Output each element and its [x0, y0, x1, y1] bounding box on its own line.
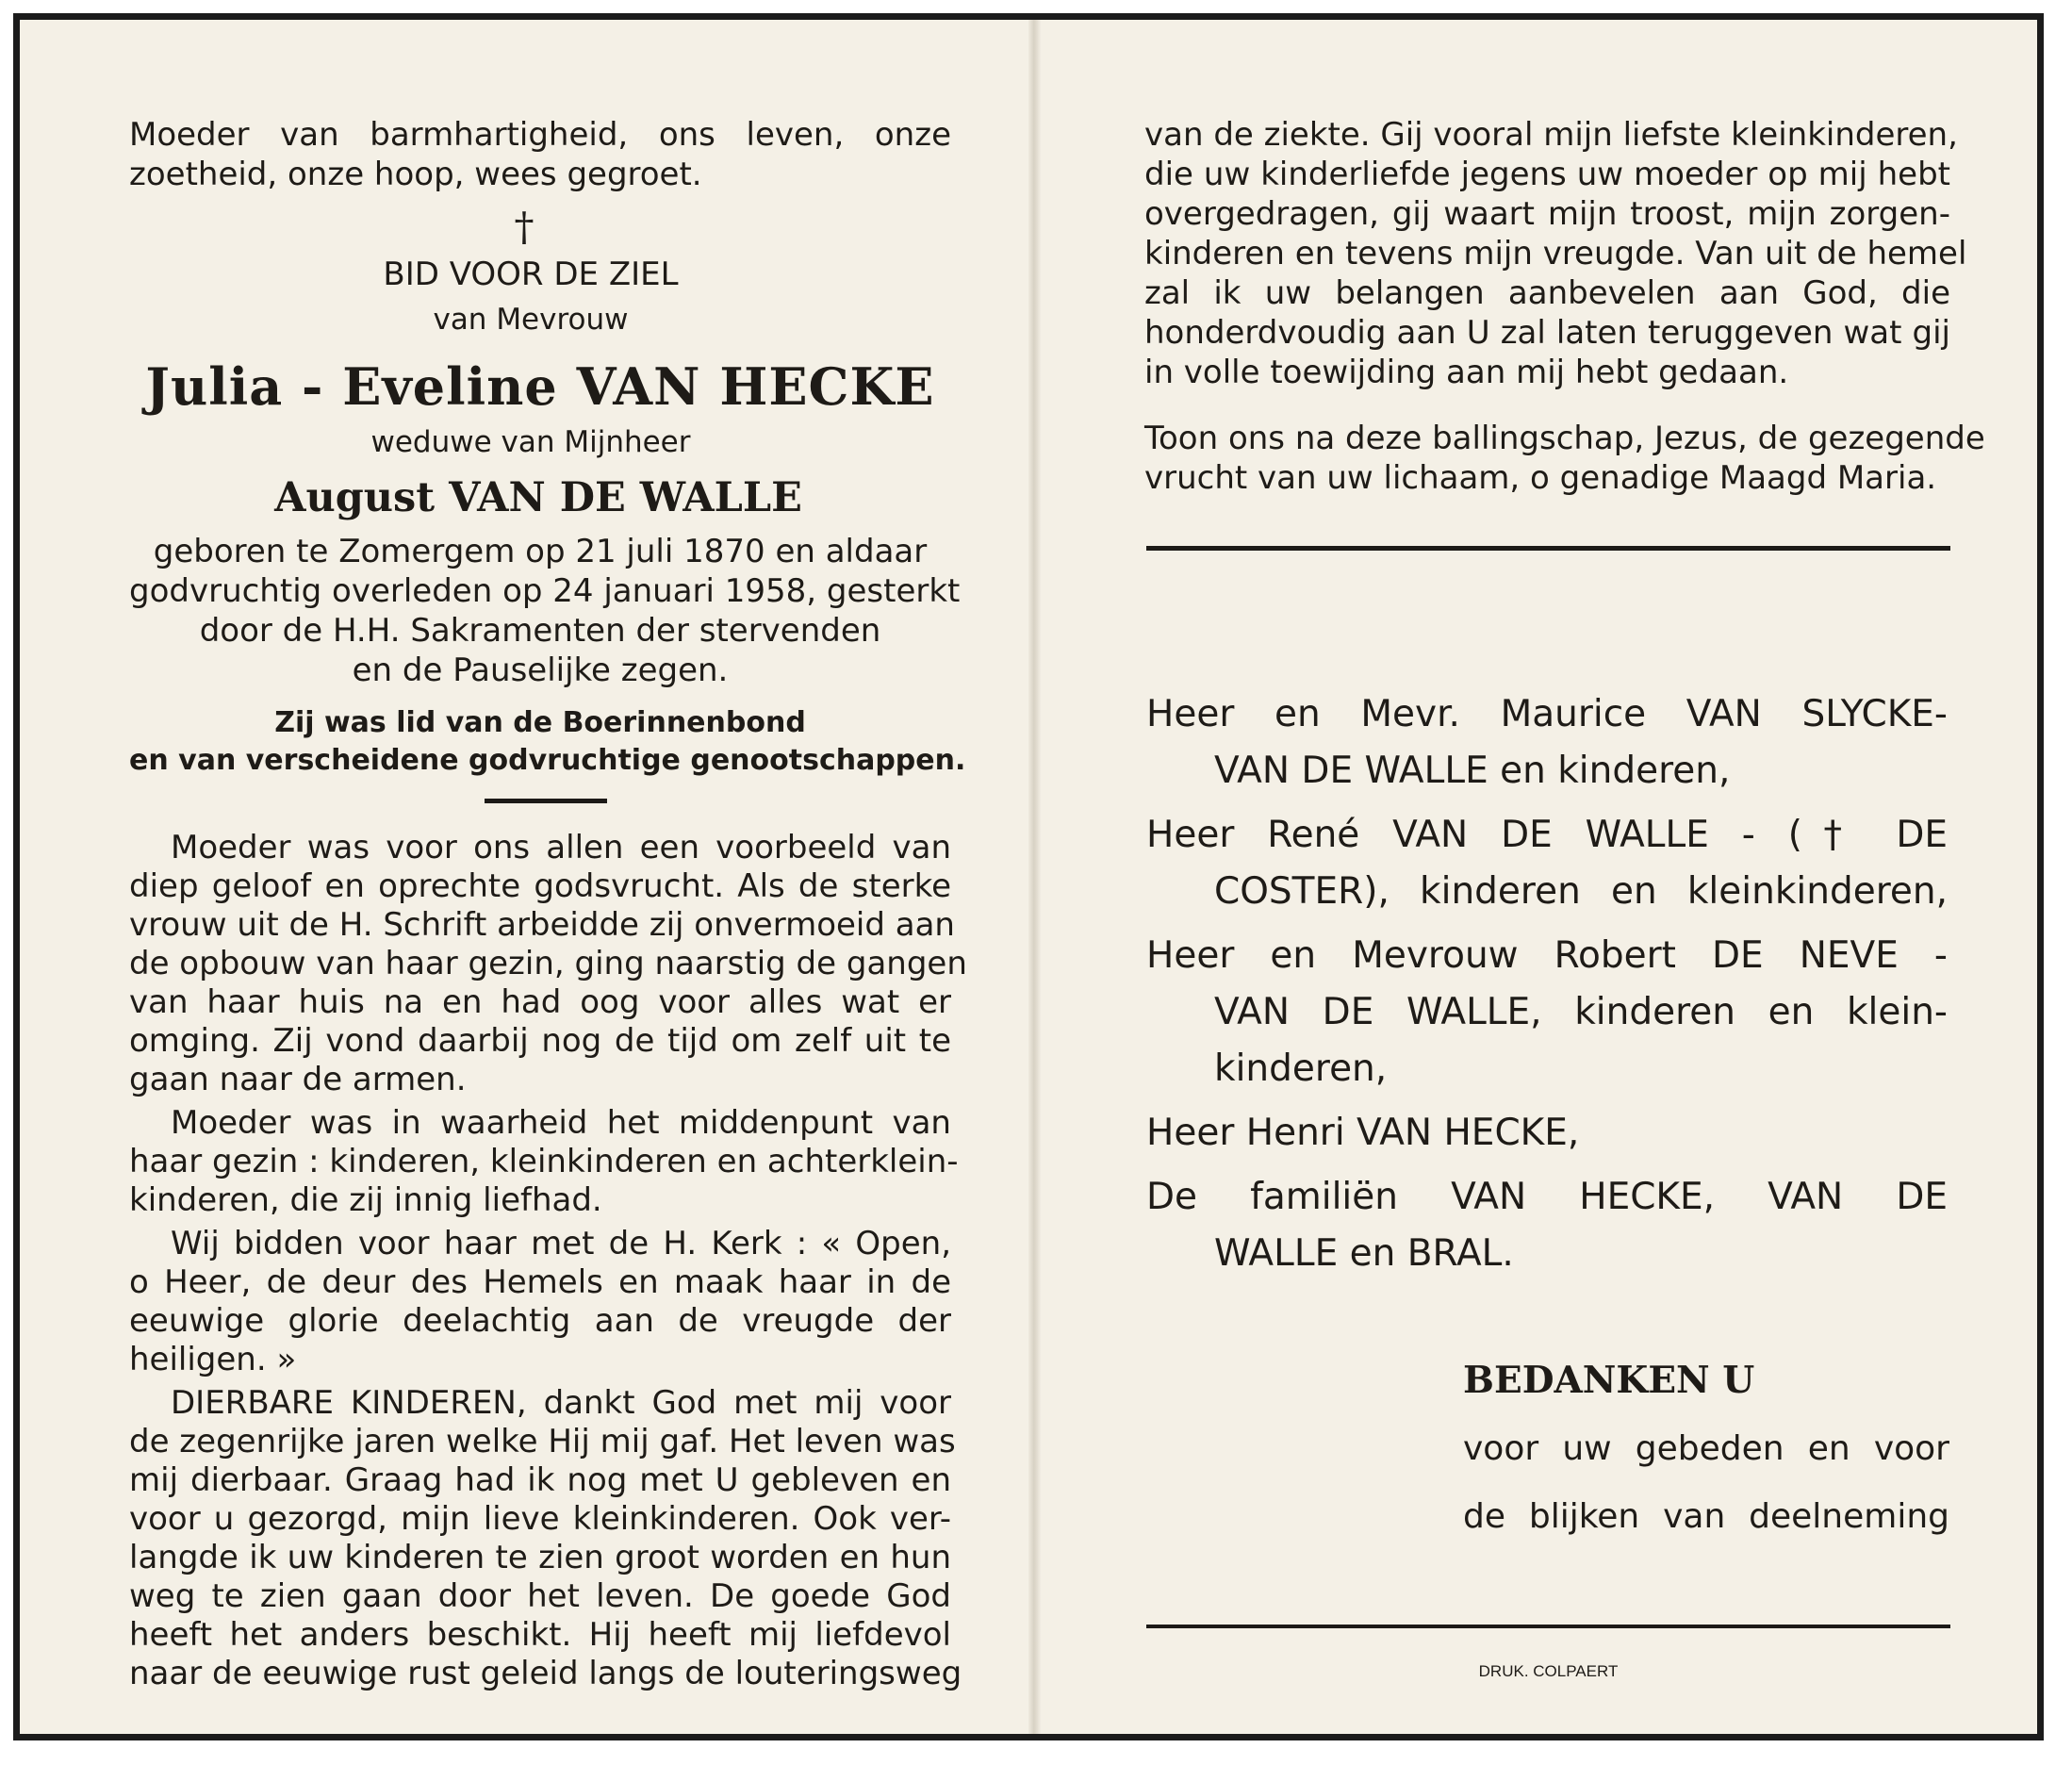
bottom-rule — [1146, 1625, 1950, 1628]
continuation-line: van de ziekte. Gij vooral mijn liefste kleinkinderen, — [1144, 116, 1958, 154]
body-line: Moeder was in waarheid het middenpunt van — [171, 1104, 951, 1142]
body-line: langde ik uw kinderen te zien groot worden en hun — [129, 1539, 951, 1576]
family-line: Heer en Mevr. Maurice VAN SLYCKE- — [1146, 693, 1948, 735]
continuation-line: die uw kinderliefde jegens uw moeder op mij hebt — [1144, 156, 1950, 193]
closing-prayer-line: vrucht van uw lichaam, o genadige Maagd Maria. — [1144, 459, 1937, 497]
family-line: COSTER), kinderen en kleinkinderen, — [1214, 870, 1948, 913]
short-divider — [485, 799, 607, 803]
body-line: de opbouw van haar gezin, ging naarstig de gangen — [129, 945, 967, 982]
body-line: mij dierbaar. Graag had ik nog met U gebleven en — [129, 1461, 951, 1499]
continuation-line: honderdvoudig aan U zal laten teruggeven wat gij — [1144, 314, 1950, 352]
family-line: VAN DE WALLE, kinderen en klein- — [1214, 991, 1948, 1033]
prayer-header: BID VOOR DE ZIEL — [383, 256, 679, 293]
left-panel — [20, 20, 1028, 1734]
printer-credit: DRUK. COLPAERT — [1478, 1662, 1619, 1680]
memorial-card — [13, 13, 2044, 1740]
family-line: kinderen, — [1214, 1047, 1388, 1090]
family-line: Heer René VAN DE WALLE - († DE — [1146, 814, 1948, 856]
right-panel — [1041, 20, 2044, 1734]
body-line: de zegenrijke jaren welke Hij mij gaf. Het leven was — [129, 1423, 956, 1460]
continuation-line: overgedragen, gij waart mijn troost, mijn zorgen- — [1144, 195, 1950, 233]
body-line: van haar huis na en had oog voor alles wat er — [129, 983, 951, 1021]
thanks-line: voor uw gebeden en voor — [1463, 1429, 1949, 1468]
family-line: WALLE en BRAL. — [1214, 1232, 1514, 1275]
body-line: naar de eeuwige rust geleid langs de louteringsweg — [129, 1655, 962, 1692]
intro-line: Moeder van barmhartigheid, ons leven, onze — [129, 116, 951, 154]
body-line: vrouw uit de H. Schrift arbeidde zij onvermoeid aan — [129, 906, 955, 944]
family-line: De familiën VAN HECKE, VAN DE — [1146, 1176, 1948, 1218]
membership-line: Zij was lid van de Boerinnenbond — [274, 706, 806, 739]
body-line: heiligen. » — [129, 1341, 297, 1378]
closing-prayer-line: Toon ons na deze ballingschap, Jezus, de gezegende — [1144, 420, 1985, 457]
body-line: Moeder was voor ons allen een voorbeeld van — [171, 829, 951, 866]
continuation-line: kinderen en tevens mijn vreugde. Van uit de hemel — [1144, 235, 1967, 272]
cross-icon: † — [514, 204, 534, 250]
body-line: gaan naar de armen. — [129, 1061, 467, 1098]
body-line: omging. Zij vond daarbij nog de tijd om zelf uit te — [129, 1022, 951, 1060]
body-line: o Heer, de deur des Hemels en maak haar in de — [129, 1263, 951, 1301]
family-line: Heer en Mevrouw Robert DE NEVE - — [1146, 934, 1948, 977]
family-line: VAN DE WALLE en kinderen, — [1214, 750, 1731, 792]
prayer-subtitle: van Mevrouw — [433, 303, 629, 337]
thanks-line: de blijken van deelneming — [1463, 1497, 1949, 1536]
thanks-title: BEDANKEN U — [1463, 1359, 1755, 1402]
center-fold — [1028, 20, 1041, 1734]
birth-death-line: en de Pauselijke zegen. — [352, 652, 729, 689]
membership-line: en van verscheidene godvruchtige genootschappen. — [129, 744, 966, 777]
body-line: DIERBARE KINDEREN, dankt God met mij voor — [171, 1384, 951, 1422]
body-line: Wij bidden voor haar met de H. Kerk : « Open, — [171, 1225, 951, 1262]
intro-line: zoetheid, onze hoop, wees gegroet. — [129, 156, 702, 193]
deceased-name: Julia - Eveline VAN HECKE — [145, 356, 935, 417]
body-line: weg te zien gaan door het leven. De goede God — [129, 1577, 951, 1615]
continuation-line: in volle toewijding aan mij hebt gedaan. — [1144, 354, 1789, 391]
body-line: eeuwige glorie deelachtig aan de vreugde der — [129, 1302, 951, 1340]
body-line: haar gezin : kinderen, kleinkinderen en achterklein- — [129, 1143, 959, 1180]
continuation-line: zal ik uw belangen aanbevelen aan God, die — [1144, 274, 1950, 312]
birth-death-line: door de H.H. Sakramenten der stervenden — [199, 612, 881, 650]
divider-rule — [1146, 546, 1950, 551]
husband-name: August VAN DE WALLE — [274, 474, 802, 521]
birth-death-line: godvruchtig overleden op 24 januari 1958, gesterkt — [129, 572, 961, 610]
body-line: kinderen, die zij innig liefhad. — [129, 1181, 602, 1219]
body-line: heeft het anders beschikt. Hij heeft mij liefdevol — [129, 1616, 951, 1654]
birth-death-line: geboren te Zomergem op 21 juli 1870 en aldaar — [153, 533, 928, 570]
body-line: voor u gezorgd, mijn lieve kleinkinderen. Ook ver- — [129, 1500, 951, 1538]
family-line: Heer Henri VAN HECKE, — [1146, 1112, 1580, 1154]
body-line: diep geloof en oprechte godsvrucht. Als de sterke — [129, 867, 951, 905]
widow-line: weduwe van Mijnheer — [370, 425, 691, 459]
